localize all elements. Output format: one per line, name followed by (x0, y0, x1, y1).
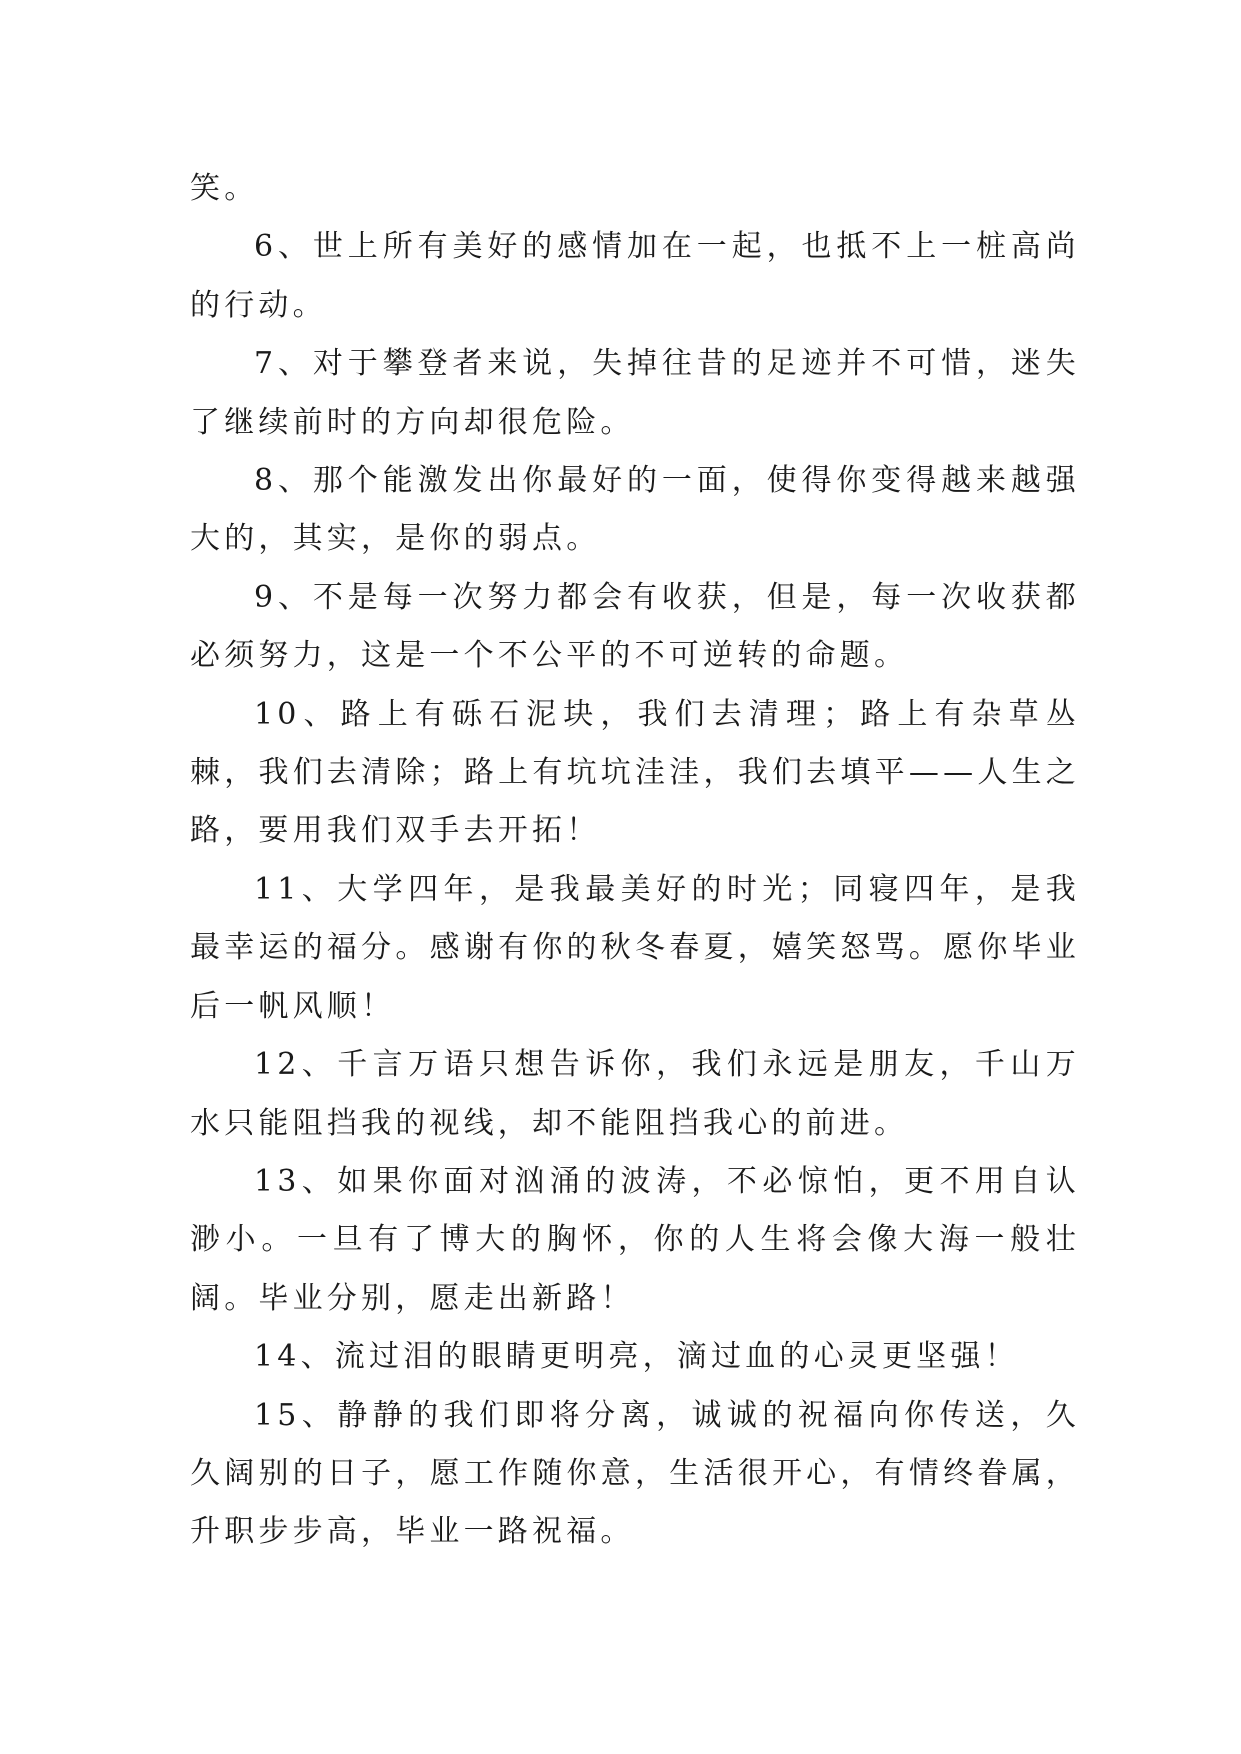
paragraph-10: 10、路上有砾石泥块，我们去清理；路上有杂草丛棘，我们去清除；路上有坑坑洼洼，我们去填平——人生之路，要用我们双手去开拓！ (190, 696, 1080, 849)
paragraph-11: 11、大学四年，是我最美好的时光；同寝四年，是我最幸运的福分。感谢有你的秋冬春夏，嬉笑怒骂。愿你毕业后一帆风顺！ (190, 871, 1080, 1024)
paragraph-15: 15、静静的我们即将分离，诚诚的祝福向你传送，久久阔别的日子，愿工作随你意，生活很开心，有情终眷属，升职步步高，毕业一路祝福。 (190, 1397, 1080, 1550)
paragraph-8: 8、那个能激发出你最好的一面，使得你变得越来越强大的，其实，是你的弱点。 (190, 463, 1080, 557)
paragraph-9: 9、不是每一次努力都会有收获，但是，每一次收获都必须努力，这是一个不公平的不可逆转的命题。 (190, 579, 1080, 674)
paragraph-6: 6、世上所有美好的感情加在一起，也抵不上一桩高尚的行动。 (190, 229, 1080, 323)
paragraph-14: 14、流过泪的眼睛更明亮，滴过血的心灵更坚强！ (254, 1339, 1019, 1375)
paragraph-continuation: 笑。 (190, 171, 259, 206)
paragraph-12: 12、千言万语只想告诉你，我们永远是朋友，千山万水只能阻挡我的视线，却不能阻挡我心的前进。 (190, 1047, 1080, 1141)
paragraph-13: 13、如果你面对汹涌的波涛，不必惊怕，更不用自认渺小。一旦有了博大的胸怀，你的人生将会像大海一般壮阔。毕业分别，愿走出新路！ (190, 1163, 1080, 1316)
document-body (190, 160, 1080, 1562)
paragraph-7: 7、对于攀登者来说，失掉往昔的足迹并不可惜，迷失了继续前时的方向却很危险。 (190, 346, 1080, 440)
